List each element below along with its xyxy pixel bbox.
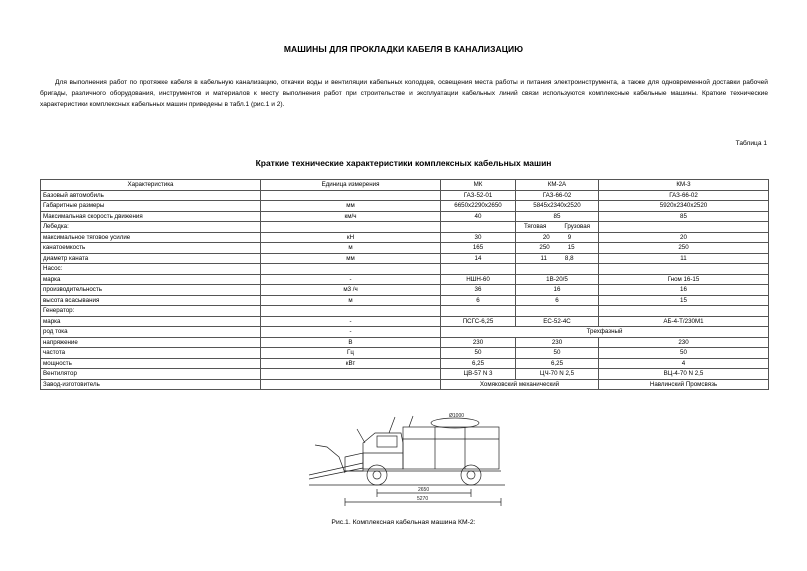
length-label: 5270 (417, 496, 429, 502)
cell-km3: 85 (599, 211, 769, 222)
cell-unit: кВт (261, 358, 441, 369)
cell-unit (261, 369, 441, 380)
cell-km3: 15 (599, 295, 769, 306)
cell-characteristic: Вентилятор (41, 369, 261, 380)
body-outline (403, 427, 499, 469)
cell-km2a-sub: Тяговая (523, 223, 547, 230)
cell-km3: ВЦ-4-70 N 2,5 (599, 369, 769, 380)
cell-km2a: ГАЗ-66-02 (516, 190, 599, 201)
cell-km3 (599, 222, 769, 233)
table-row (41, 264, 769, 275)
table-row (41, 348, 769, 359)
table-row (41, 358, 769, 369)
cell-km2a (516, 243, 599, 254)
cell-km3: Гном 16-15 (599, 274, 769, 285)
cell-mk (441, 264, 516, 275)
table-row (41, 285, 769, 296)
cell-characteristic: Насос: (41, 264, 261, 275)
cell-km3: 250 (599, 243, 769, 254)
cell-characteristic: Завод-изготовитель (41, 379, 261, 390)
rear-wheel (461, 465, 481, 485)
cell-mk: 36 (441, 285, 516, 296)
cable-drum (431, 418, 479, 428)
cell-characteristic: Генератор: (41, 306, 261, 317)
intro-paragraph: Для выполнения работ по протяжке кабеля в кабельную канализацию, откачки воды и вентиляции кабельных колодцев, освещения места работы и питания электроинструмента, а также для одновременной доставки рабочей бригады, различного оборудования, инструментов и материалов к месту выполнения работ при строительстве и эксплуатации кабельных линий связи используются комплексные кабельные машины. Краткие технические характеристики комплексных кабельных машин приведены в табл.1 (рис.1 и 2). (40, 79, 768, 108)
figure-caption: Рис.1. Комплексная кабельная машина КМ-2: (331, 519, 476, 526)
cell-mk: 14 (441, 253, 516, 264)
cell-km2a: 1В-20/5 (516, 274, 599, 285)
cell-km2a-sub: 15 (567, 244, 575, 251)
front-wheel (367, 465, 387, 485)
table-row (41, 274, 769, 285)
cell-unit: В (261, 337, 441, 348)
cable-machine-drawing (305, 413, 510, 509)
cell-km3: 50 (599, 348, 769, 359)
cell-unit (261, 190, 441, 201)
cell-km2a: 85 (516, 211, 599, 222)
cell-manufacturer: Хомяковский механический (441, 379, 599, 390)
cell-characteristic: напряжение (41, 337, 261, 348)
cell-mk: ЦВ-57 N 3 (441, 369, 516, 380)
table-row (41, 190, 769, 201)
cell-km3: 20 (599, 232, 769, 243)
cell-mk: ПСГС-6,25 (441, 316, 516, 327)
table-row (41, 253, 769, 264)
cell-km2a: ЦЧ-70 N 2,5 (516, 369, 599, 380)
cell-characteristic: производительность (41, 285, 261, 296)
cell-unit: м3 /ч (261, 285, 441, 296)
cell-unit: м (261, 243, 441, 254)
cell-km2a-sub: 20 (542, 233, 550, 241)
cell-mk: 6,25 (441, 358, 516, 369)
cell-km3: Навлинский Промсвязь (599, 379, 769, 390)
cell-km2a: 16 (516, 285, 599, 296)
cell-characteristic: частота (41, 348, 261, 359)
cell-unit: - (261, 274, 441, 285)
table-row (41, 369, 769, 380)
cell-unit: Гц (261, 348, 441, 359)
cell-characteristic: Габаритные размеры (41, 201, 261, 212)
cell-km3: 4 (599, 358, 769, 369)
cell-km2a-sub: 8,8 (564, 254, 574, 262)
cell-characteristic: диаметр каната (41, 253, 261, 264)
cell-characteristic: Базовый автомобиль (41, 190, 261, 201)
cell-characteristic: канатоемкость (41, 243, 261, 254)
cell-km2a-sub: 9 (567, 233, 572, 241)
header-characteristic: Характеристика (41, 180, 261, 191)
cell-km2a (516, 306, 599, 317)
cell-merged: Трехфазный (441, 327, 769, 338)
table-number: Таблица 1 (735, 140, 767, 147)
cell-unit: - (261, 316, 441, 327)
cell-unit (261, 222, 441, 233)
wheelbase-label: 2650 (418, 487, 430, 493)
cell-mk (441, 222, 516, 233)
table-row (41, 316, 769, 327)
table-row (41, 306, 769, 317)
cell-mk: 6 (441, 295, 516, 306)
drum-dim-label: Ø1000 (449, 413, 465, 419)
cell-characteristic: максимальное тяговое усилие (41, 232, 261, 243)
table-row (41, 295, 769, 306)
cell-km3: ГАЗ-66-02 (599, 190, 769, 201)
header-mk: МК (441, 180, 516, 191)
cell-mk: 40 (441, 211, 516, 222)
cell-km3: 16 (599, 285, 769, 296)
cell-mk: 50 (441, 348, 516, 359)
specifications-table (40, 179, 769, 390)
table-title: Краткие технические характеристики комплексных кабельных машин (255, 158, 552, 168)
cell-km3: АБ-4-Т/230М1 (599, 316, 769, 327)
cell-characteristic: высота всасывания (41, 295, 261, 306)
cell-unit: мм (261, 201, 441, 212)
table-header-row (41, 180, 769, 191)
cell-km3: 5920х2340х2520 (599, 201, 769, 212)
cell-unit (261, 379, 441, 390)
cell-km3 (599, 264, 769, 275)
cell-characteristic: Лебедка: (41, 222, 261, 233)
table-row (41, 243, 769, 254)
table-row (41, 337, 769, 348)
header-km3: КМ-3 (599, 180, 769, 191)
cell-mk (441, 306, 516, 317)
cell-characteristic: мощность (41, 358, 261, 369)
cell-km3: 11 (599, 253, 769, 264)
header-km2a: КМ-2А (516, 180, 599, 191)
cell-characteristic: марка (41, 274, 261, 285)
cell-km3: 230 (599, 337, 769, 348)
cell-characteristic: Максимальная скорость движения (41, 211, 261, 222)
cell-unit: км/ч (261, 211, 441, 222)
cell-mk: НШН-60 (441, 274, 516, 285)
cell-km2a (516, 264, 599, 275)
table-row (41, 232, 769, 243)
cell-km2a (516, 222, 599, 233)
cell-unit (261, 306, 441, 317)
cell-km2a: 6,25 (516, 358, 599, 369)
cell-km2a (516, 232, 599, 243)
cell-mk: 6650х2290х2650 (441, 201, 516, 212)
cell-mk: 165 (441, 243, 516, 254)
cell-unit: м (261, 295, 441, 306)
cell-unit: мм (261, 253, 441, 264)
cell-mk: 30 (441, 232, 516, 243)
table-row (41, 211, 769, 222)
cell-km3 (599, 306, 769, 317)
cell-km2a-sub: 11 (540, 254, 547, 262)
cell-km2a: 5845х2340х2520 (516, 201, 599, 212)
header-unit: Единица измерения (261, 180, 441, 191)
cell-characteristic: марка (41, 316, 261, 327)
table-row (41, 201, 769, 212)
cell-mk: 230 (441, 337, 516, 348)
table-row (41, 222, 769, 233)
cell-km2a-sub: Грузовая (564, 223, 591, 230)
cell-mk: ГАЗ-52-01 (441, 190, 516, 201)
cell-km2a: 50 (516, 348, 599, 359)
cell-km2a-sub: 250 (539, 244, 550, 251)
cell-km2a: ЕС-52-4С (516, 316, 599, 327)
cell-unit: кН (261, 232, 441, 243)
cell-characteristic: род тока (41, 327, 261, 338)
cell-unit: - (261, 327, 441, 338)
document-title: МАШИНЫ ДЛЯ ПРОКЛАДКИ КАБЕЛЯ В КАНАЛИЗАЦИЮ (283, 44, 524, 54)
cell-km2a (516, 253, 599, 264)
cell-unit (261, 264, 441, 275)
cell-km2a: 6 (516, 295, 599, 306)
cell-km2a: 230 (516, 337, 599, 348)
table-row (41, 379, 769, 390)
table-row (41, 327, 769, 338)
